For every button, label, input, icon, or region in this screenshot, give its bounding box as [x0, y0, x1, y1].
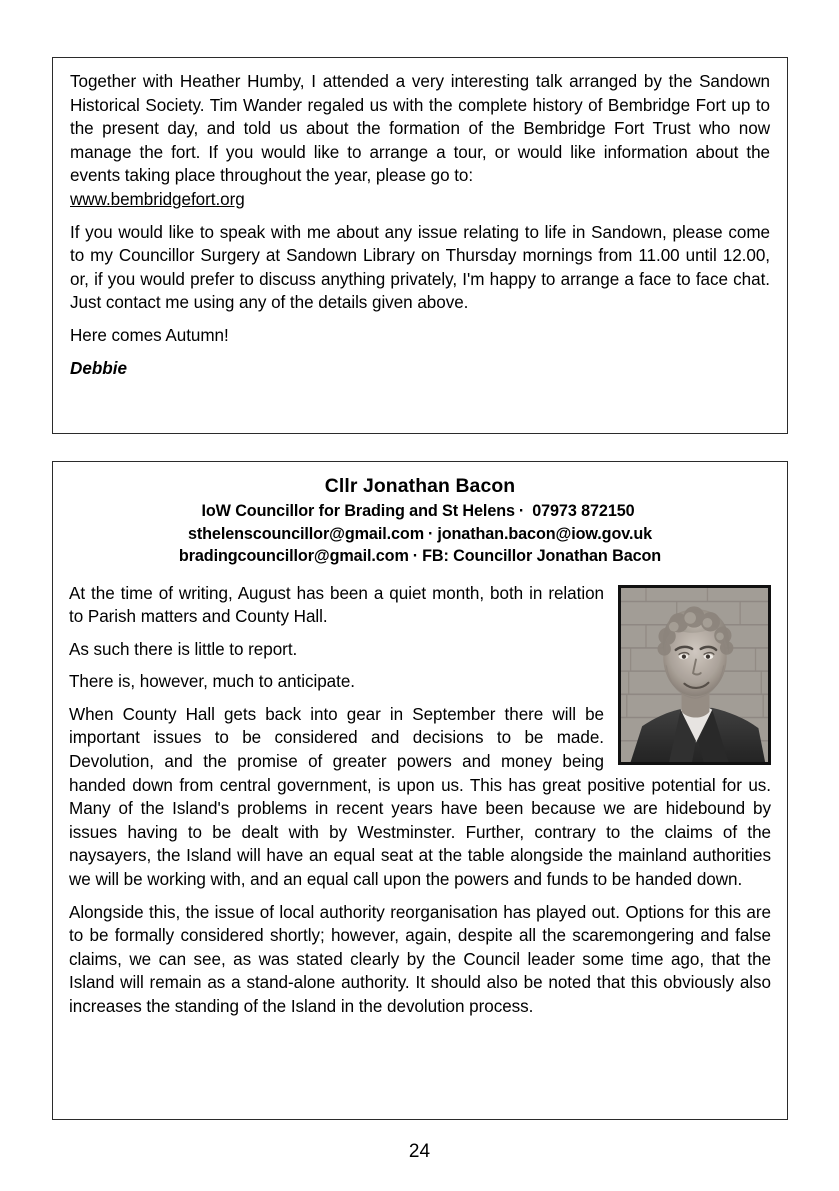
councillor-role-line	[69, 501, 771, 523]
email-line-2	[69, 546, 771, 568]
email-sthelens[interactable]: sthelenscouncillor@gmail.com	[187, 524, 425, 543]
separator-dot-3: ·	[412, 547, 419, 565]
paragraph-little-to-report: As such there is little to report.	[69, 639, 298, 659]
paragraph-quiet-month: At the time of writing, August has been a quiet month, both in relation to Parish matters and County Hall.	[69, 583, 604, 627]
separator-dot-2: ·	[428, 524, 434, 543]
paragraph-link-line	[70, 188, 770, 212]
email-line-1	[69, 524, 771, 546]
email-brading[interactable]: bradingcouncillor@gmail.com	[178, 547, 409, 565]
separator-dot-1: ·	[518, 502, 525, 520]
councillor-phone[interactable]: 07973 872150	[532, 502, 635, 520]
paragraph-autumn: Here comes Autumn!	[70, 325, 229, 345]
contact-header	[69, 474, 771, 568]
signature-debbie: Debbie	[70, 358, 127, 378]
paragraph-bembridge-talk: Together with Heather Humby, I attended a very interesting talk arranged by the Sandown Historical Society. Tim Wander regaled us with the complete history of Bembridge Fort up to the present day, and told us about the formation of the Bembridge Fort Trust who now manage the fort. If you would like to arrange a tour, or would like information about the events taking place throughout the year, please go to:	[70, 72, 770, 186]
facebook-handle[interactable]: FB: Councillor Jonathan Bacon	[422, 547, 662, 565]
paragraph-surgery-details: If you would like to speak with me about any issue relating to life in Sandown, please come to my Councillor Surgery at Sandown Library on Thursday mornings from 11.00 until 12.00, or, if you would prefer to discuss anything privately, I'm happy to arrange a face to face chat. Just contact me using any of the details given above.	[70, 222, 770, 313]
paragraph-much-to-anticipate: There is, however, much to anticipate.	[69, 672, 355, 692]
councillor-name: Cllr Jonathan Bacon	[324, 475, 516, 497]
paragraph-reorganisation: Alongside this, the issue of local authority reorganisation has played out. Options for this are to be formally considered shortly; however, again, despite all the scaremongering and false claims, we can see, as was stated clearly by the Council leader some time ago, that the Island will remain as a stand-alone authority. It should also be noted that this obviously also increases the standing of the Island in the devolution process.	[69, 902, 771, 1016]
page-number: 24	[408, 1141, 431, 1162]
bembridge-fort-link[interactable]: www.bembridgefort.org	[70, 189, 245, 209]
article-body-bacon	[69, 582, 771, 1019]
portrait-image	[621, 588, 768, 762]
portrait-photo-jonathan-bacon	[618, 585, 771, 765]
article-box-debbie	[52, 57, 788, 434]
paragraph-devolution: When County Hall gets back into gear in September there will be important issues to be considered and decisions to be made. Devolution, and the promise of greater powers and money being handed down from central government, is upon us. This has great positive potential for us. Many of the Island's problems in recent years have been because we are hidebound by issues having to be dealt with by Westminster. Further, contrary to the claims of the naysayers, the Island will have an equal seat at the table alongside the mainland authorities we will be working with, and an equal call upon the powers and funds to be handed down.	[69, 704, 771, 890]
article-box-jonathan-bacon	[52, 461, 788, 1120]
councillor-role: IoW Councillor for Brading and St Helens	[201, 502, 515, 520]
email-iow-gov[interactable]: jonathan.bacon@iow.gov.uk	[437, 524, 653, 543]
